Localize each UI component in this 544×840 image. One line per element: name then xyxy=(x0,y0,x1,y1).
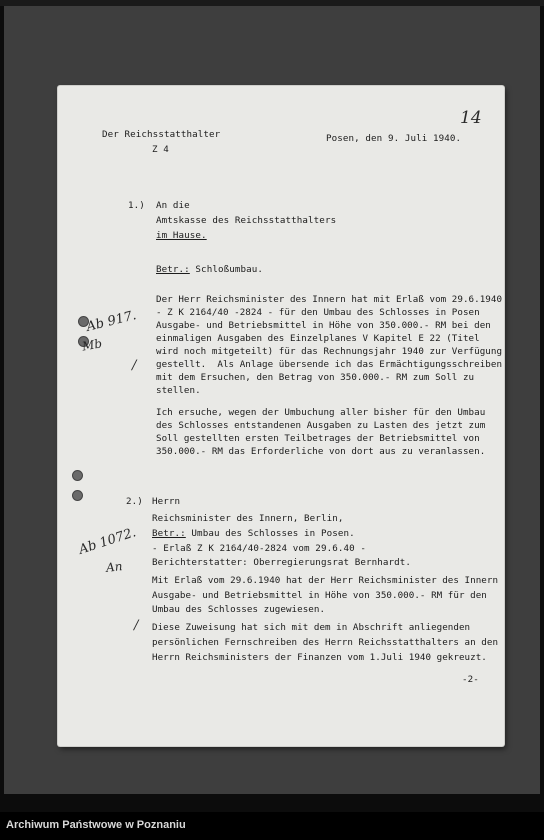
margin-note-1: Ab 917. xyxy=(84,308,138,335)
section2-para2-line: Diese Zuweisung hat sich mit dem in Abschrift anliegenden xyxy=(152,622,471,633)
handwritten-page-number: 14 xyxy=(460,108,482,128)
section2-para1-line: Mit Erlaß vom 29.6.1940 hat der Herr Reichsminister des Innern xyxy=(152,575,499,586)
sender-line1: Der Reichsstatthalter xyxy=(102,129,221,140)
section2-para1-line: Umbau des Schlosses zugewiesen. xyxy=(152,604,326,615)
archive-name: Archiwum Państwowe w Poznaniu xyxy=(6,819,186,831)
place-date: Posen, den 9. Juli 1940. xyxy=(326,133,462,144)
section1-para2-line: Soll gestellten ersten Teilbetrages der Betriebsmittel von xyxy=(156,433,480,444)
section2-addressee2: Reichsminister des Innern, Berlin, xyxy=(152,513,344,524)
section1-para1-line: Ausgabe- und Betriebsmittel in Höhe von 350.000.- RM bei den xyxy=(156,320,491,331)
punch-hole-bottom xyxy=(72,470,83,481)
section2-para2-line: persönlichen Fernschreiben des Herrn Reichsstatthalters an den xyxy=(152,637,499,648)
section2-subject-text: Umbau des Schlosses in Posen. xyxy=(185,528,355,539)
section1-subject-text: Schloßumbau. xyxy=(189,264,264,275)
margin-tick: / xyxy=(132,358,137,373)
margin-tick-2: / xyxy=(134,618,139,633)
section2-reference: - Erlaß Z K 2164/40-2824 vom 29.6.40 - xyxy=(152,543,366,554)
section1-para1-line: mit dem Ersuchen, den Betrag von 350.000.- RM zum Soll zu xyxy=(156,372,475,383)
scan-edge xyxy=(0,0,544,6)
document-page xyxy=(58,86,504,746)
section2-subject xyxy=(152,528,355,539)
section1-para2-line: 350.000.- RM das Erforderliche von dort aus zu veranlassen. xyxy=(156,446,486,457)
section2-para1-line: Ausgabe- und Betriebsmittel in Höhe von 350.000.- RM für den xyxy=(152,590,487,601)
section1-para1-line: gestellt. Als Anlage übersende ich das Ermächtigungsschreiben xyxy=(156,359,503,370)
section2-number: 2.) xyxy=(126,496,143,507)
section1-subject xyxy=(156,264,263,275)
section1-addressee3: im Hause. xyxy=(156,230,207,241)
continuation-marker: -2- xyxy=(462,674,479,685)
margin-note-2: Ab 1072. xyxy=(77,525,138,558)
archive-footer xyxy=(0,812,544,840)
section2-subject-label: Betr.: xyxy=(152,528,186,539)
section1-subject-label: Betr.: xyxy=(156,264,190,275)
section1-para1-line: Der Herr Reichsminister des Innern hat mit Erlaß vom 29.6.1940 xyxy=(156,294,503,305)
section1-para1-line: stellen. xyxy=(156,385,201,396)
section1-number: 1.) xyxy=(128,200,145,211)
section2-addressee1: Herrn xyxy=(152,496,181,507)
section1-addressee2: Amtskasse des Reichsstatthalters xyxy=(156,215,337,226)
section2-rapporteur: Berichterstatter: Oberregierungsrat Bernhardt. xyxy=(152,557,412,568)
punch-hole-bottom-2 xyxy=(72,490,83,501)
section1-para2-line: des Schlosses entstandenen Ausgaben zu Lasten des jetzt zum xyxy=(156,420,486,431)
section1-addressee1: An die xyxy=(156,200,190,211)
section1-para1-line: - Z K 2164/40 -2824 - für den Umbau des Schlosses in Posen xyxy=(156,307,480,318)
margin-note-2b: An xyxy=(105,559,124,575)
section1-para2-line: Ich ersuche, wegen der Umbuchung aller bisher für den Umbau xyxy=(156,407,486,418)
margin-note-1b: Mb xyxy=(80,336,104,354)
sender-line2: Z 4 xyxy=(152,144,169,155)
section1-para1-line: einmaligen Ausgaben des Einzelplanes V Kapitel E 22 (Titel xyxy=(156,333,480,344)
section1-para1-line: wird noch mitgeteilt) für das Rechnungsjahr 1940 zur Verfügung xyxy=(156,346,503,357)
section2-para2-line: Herrn Reichsministers der Finanzen vom 1.Juli 1940 gekreuzt. xyxy=(152,652,487,663)
